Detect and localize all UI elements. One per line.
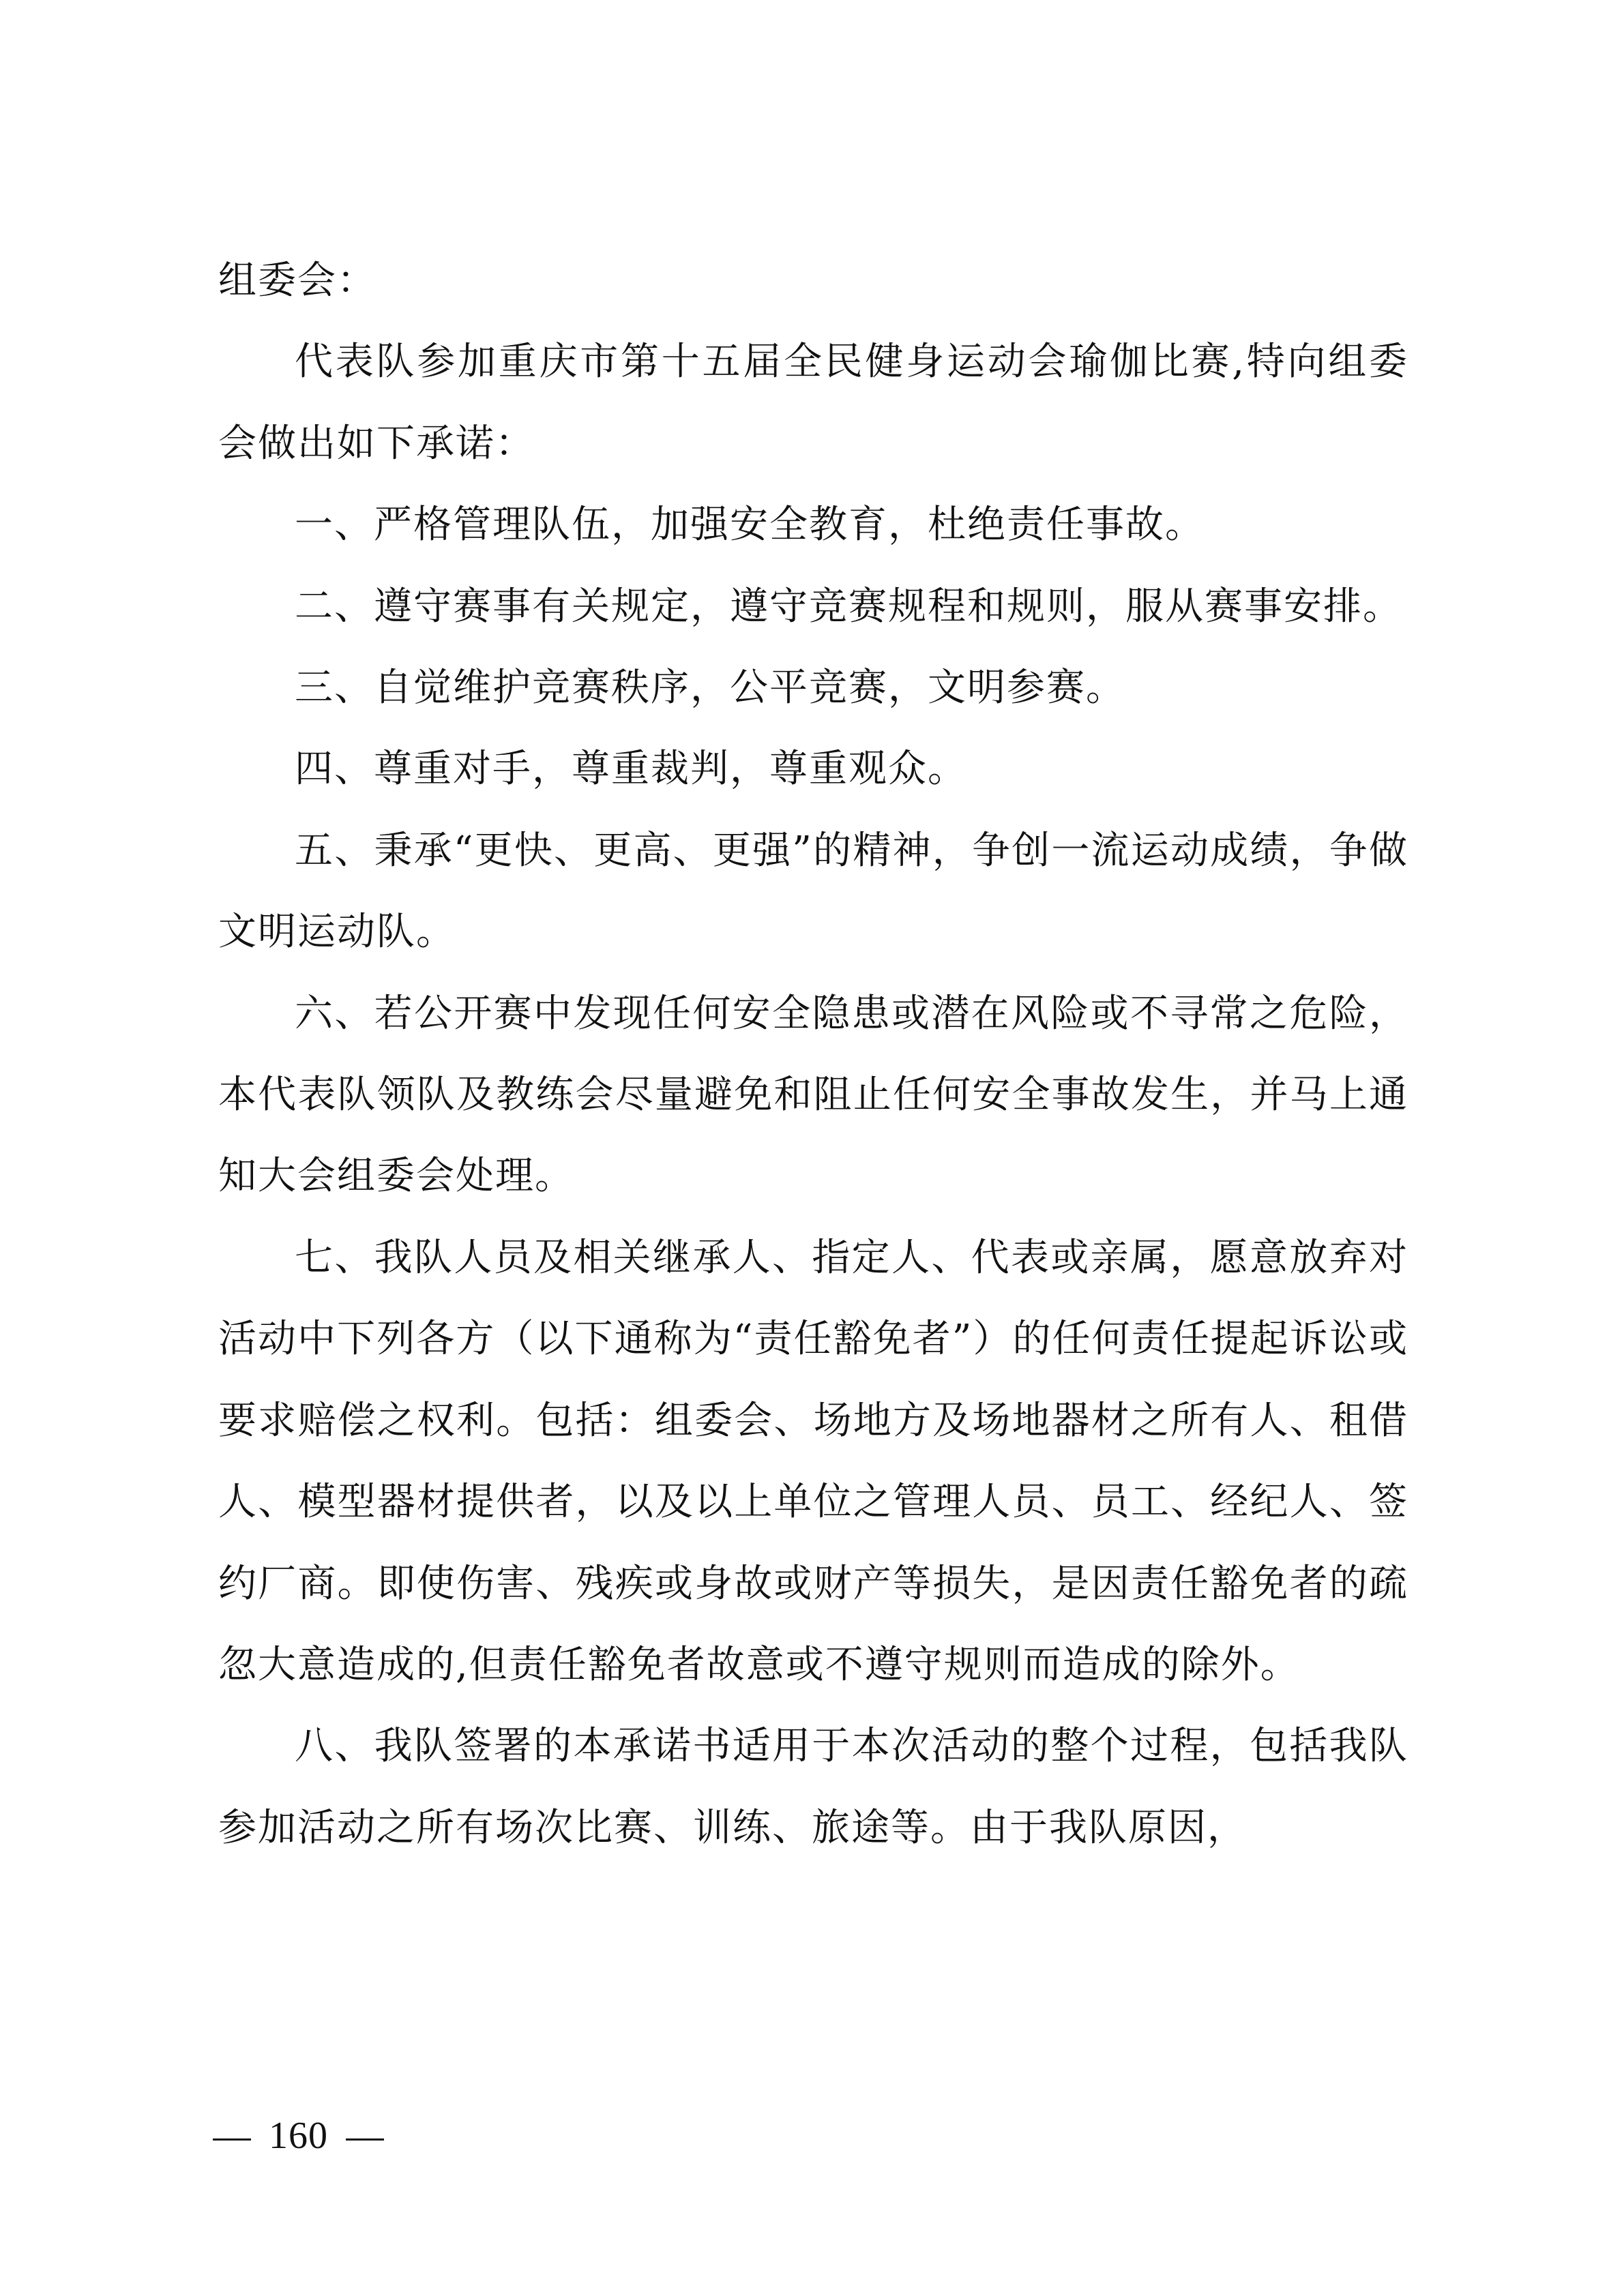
pledge-item-8: 八、我队签署的本承诺书适用于本次活动的整个过程，包括我队参加活动之所有场次比赛、训练、旅途等。由于我队原因，: [218, 1724, 1408, 1850]
intro-paragraph: 代表队参加重庆市第十五届全民健身运动会瑜伽比赛,特向组委会做出如下承诺：: [218, 340, 1408, 466]
dash-left: [213, 2138, 251, 2141]
pledge-item-5: 五、秉承“更快、更高、更强”的精神，争创一流运动成绩，争做文明运动队。: [218, 828, 1408, 955]
body-text: [218, 240, 1408, 1868]
dash-right: [346, 2138, 384, 2141]
pledge-item-1: 一、严格管理队伍，加强安全教育，杜绝责任事故。: [295, 503, 1205, 548]
page-number: 160: [269, 2115, 328, 2157]
pledge-item-6: 六、若公开赛中发现任何安全隐患或潜在风险或不寻常之危险，本代表队领队及教练会尽量避免和阻止任何安全事故发生，并马上通知大会组委会处理。: [218, 991, 1408, 1199]
pledge-item-7: 七、我队人员及相关继承人、指定人、代表或亲属，愿意放弃对活动中下列各方（以下通称为“责任豁免者”）的任何责任提起诉讼或要求赔偿之权利。包括：组委会、场地方及场地器材之所有人、租借人、模型器材提供者，以及以上单位之管理人员、员工、经纪人、签约厂商。即使伤害、残疾或身故或财产等损失，是因责任豁免者的疏忽大意造成的,但责任豁免者故意或不遵守规则而造成的除外。: [218, 1235, 1408, 1687]
pledge-item-4: 四、尊重对手，尊重裁判，尊重观众。: [295, 747, 967, 792]
salutation: 组委会：: [218, 258, 377, 303]
pledge-item-3: 三、自觉维护竞赛秩序，公平竞赛，文明参赛。: [295, 666, 1125, 711]
pledge-item-2: 二、遵守赛事有关规定，遵守竞赛规程和规则，服从赛事安排。: [295, 584, 1402, 629]
page-footer: [213, 2114, 402, 2158]
